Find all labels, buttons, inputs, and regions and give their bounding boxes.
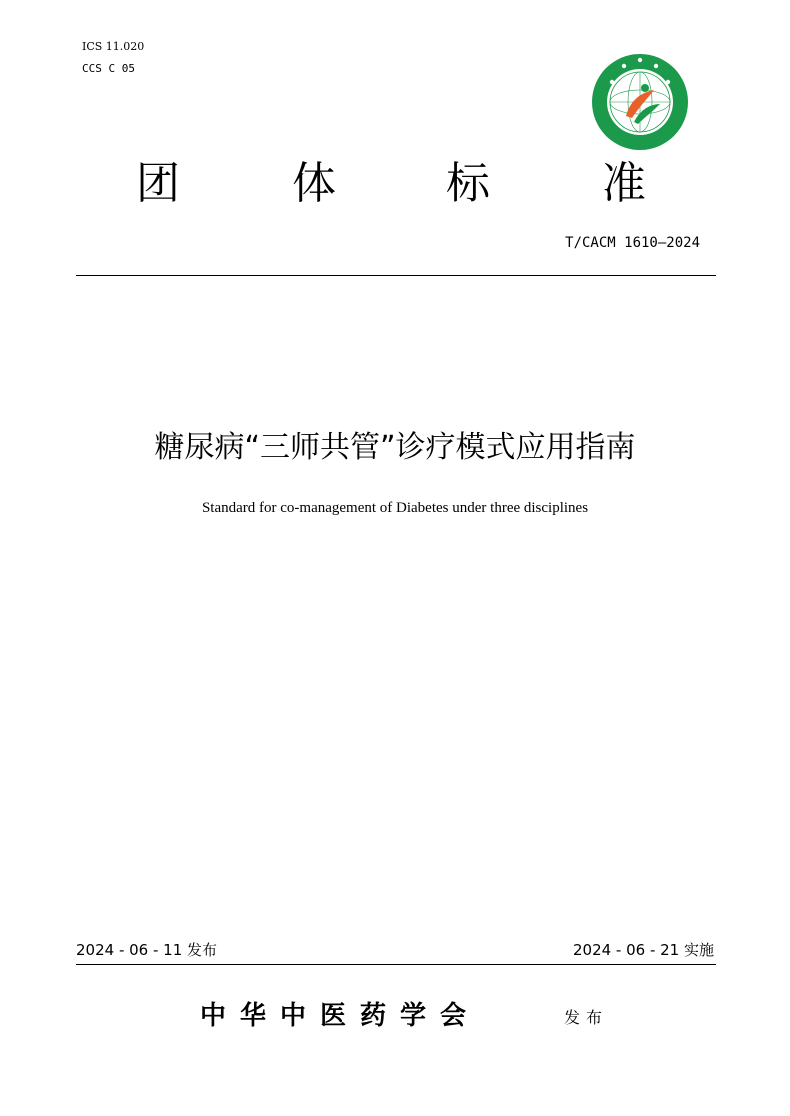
association-logo (590, 52, 690, 152)
publisher-name: 中华中医药学会 (200, 1001, 481, 1031)
implementation-date: 2024 - 06 - 21 实施 (572, 941, 714, 959)
top-divider (76, 275, 716, 276)
ccs-code: CCS C 05 (82, 62, 135, 75)
standard-type-char: 标 (446, 158, 490, 209)
standard-type-char: 团 (136, 158, 180, 209)
standard-type-heading (0, 156, 790, 216)
issue-date: 2024 - 06 - 11 发布 (76, 941, 218, 959)
standard-type-char: 体 (292, 158, 336, 209)
title-chinese: 糖尿病“三师共管”诊疗模式应用指南 (154, 430, 636, 465)
standard-type-char: 准 (602, 158, 646, 209)
standard-number: T/CACM 1610—2024 (565, 235, 700, 251)
publisher-suffix: 发布 (564, 1008, 609, 1027)
ics-code: ICS 11.020 (82, 40, 145, 53)
bottom-divider (76, 964, 716, 965)
title-english: Standard for co-management of Diabetes under three disciplines (201, 500, 589, 516)
